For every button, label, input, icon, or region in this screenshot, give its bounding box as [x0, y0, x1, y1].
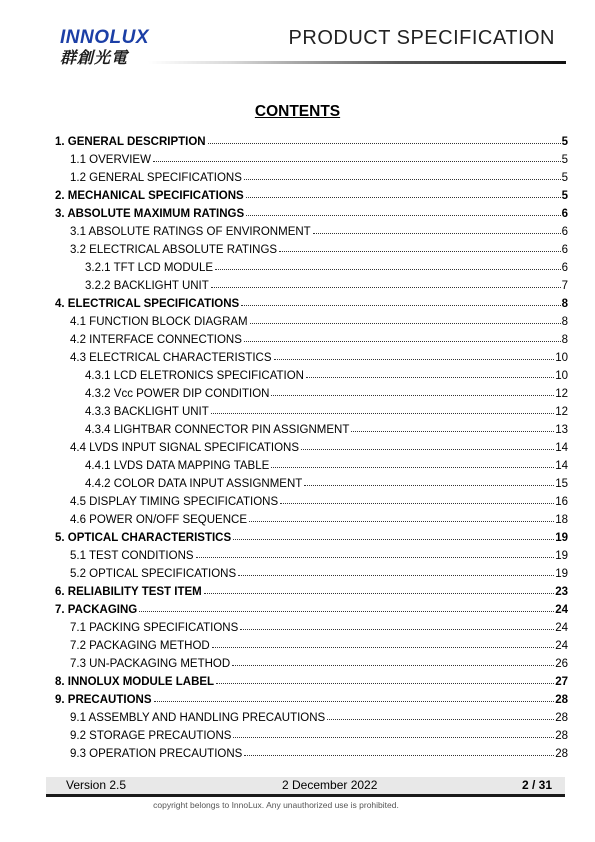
toc-entry-label: 6. RELIABILITY TEST ITEM [55, 586, 202, 598]
toc-entry-page: 24 [555, 604, 568, 616]
toc-leader-dots [212, 647, 554, 648]
toc-entry-page: 8 [561, 334, 568, 346]
toc-entry-page: 13 [555, 424, 568, 436]
toc-entry-label: 4.3.2 Vcc POWER DIP CONDITION [85, 388, 270, 400]
toc-entry-page: 27 [555, 676, 568, 688]
toc-entry-label: 3.2 ELECTRICAL ABSOLUTE RATINGS [70, 244, 278, 256]
toc-entry[interactable] [55, 472, 568, 490]
toc-entry[interactable] [55, 598, 568, 616]
toc-leader-dots [250, 323, 561, 324]
toc-entry[interactable] [55, 382, 568, 400]
toc-leader-dots [211, 287, 561, 288]
logo-english: INNOLUX [60, 27, 149, 48]
toc-entry-page: 19 [555, 532, 568, 544]
toc-leader-dots [196, 557, 555, 558]
toc-entry-label: 2. MECHANICAL SPECIFICATIONS [55, 190, 244, 202]
toc-leader-dots [241, 305, 560, 306]
toc-entry-label: 4.3 ELECTRICAL CHARACTERISTICS [70, 352, 272, 364]
toc-leader-dots [313, 233, 561, 234]
toc-entry[interactable] [55, 238, 568, 256]
toc-leader-dots [304, 485, 554, 486]
toc-leader-dots [306, 377, 554, 378]
toc-entry-page: 12 [555, 388, 568, 400]
toc-entry[interactable] [55, 580, 568, 598]
toc-leader-dots [301, 449, 554, 450]
toc-entry[interactable] [55, 184, 568, 202]
toc-entry[interactable] [55, 490, 568, 508]
toc-entry-page: 6 [561, 262, 568, 274]
toc-entry-page: 26 [555, 658, 568, 670]
toc-entry[interactable] [55, 634, 568, 652]
toc-entry-label: 5. OPTICAL CHARACTERISTICS [55, 532, 232, 544]
toc-entry-label: 3.1 ABSOLUTE RATINGS OF ENVIRONMENT [70, 226, 311, 238]
toc-entry-label: 8. INNOLUX MODULE LABEL [55, 676, 215, 688]
toc-entry[interactable] [55, 742, 568, 760]
toc-entry-label: 4.4 LVDS INPUT SIGNAL SPECIFICATIONS [70, 442, 299, 454]
toc-entry-page: 10 [555, 352, 568, 364]
toc-entry-page: 18 [555, 514, 568, 526]
toc-entry-label: 1. GENERAL DESCRIPTION [55, 136, 206, 148]
toc-entry-label: 5.2 OPTICAL SPECIFICATIONS [70, 568, 237, 580]
toc-entry[interactable] [55, 220, 568, 238]
toc-entry[interactable] [55, 544, 568, 562]
toc-leader-dots [244, 341, 561, 342]
copyright-notice: copyright belongs to InnoLux. Any unauthorized use is prohibited. [153, 800, 399, 810]
toc-entry[interactable] [55, 724, 568, 742]
toc-leader-dots [244, 179, 561, 180]
toc-entry[interactable] [55, 508, 568, 526]
toc-entry-page: 24 [555, 622, 568, 634]
footer-page-number: 2 / 31 [521, 778, 552, 792]
toc-entry-page: 24 [555, 640, 568, 652]
toc-entry-page: 5 [561, 172, 568, 184]
toc-leader-dots [351, 431, 554, 432]
toc-entry-page: 14 [555, 442, 568, 454]
toc-entry-page: 5 [561, 136, 568, 148]
toc-entry-label: 4.3.4 LIGHTBAR CONNECTOR PIN ASSIGNMENT [85, 424, 350, 436]
toc-leader-dots [280, 503, 554, 504]
innolux-logo [60, 28, 160, 76]
toc-entry-page: 8 [561, 298, 568, 310]
toc-entry[interactable] [55, 706, 568, 724]
toc-leader-dots [238, 575, 554, 576]
toc-entry[interactable] [55, 562, 568, 580]
toc-entry[interactable] [55, 292, 568, 310]
toc-entry[interactable] [55, 400, 568, 418]
toc-entry-label: 5.1 TEST CONDITIONS [70, 550, 194, 562]
toc-entry-label: 4.6 POWER ON/OFF SEQUENCE [70, 514, 247, 526]
toc-entry[interactable] [55, 688, 568, 706]
toc-leader-dots [208, 143, 561, 144]
toc-entry[interactable] [55, 310, 568, 328]
toc-leader-dots [154, 701, 555, 702]
toc-entry-page: 6 [561, 226, 568, 238]
toc-entry[interactable] [55, 418, 568, 436]
toc-entry-label: 7. PACKAGING [55, 604, 138, 616]
toc-entry[interactable] [55, 202, 568, 220]
toc-entry-page: 7 [561, 280, 568, 292]
logo-chinese: 群創光電 [60, 48, 129, 67]
toc-entry[interactable] [55, 274, 568, 292]
toc-entry-page: 28 [555, 730, 568, 742]
toc-entry-page: 19 [555, 550, 568, 562]
toc-entry-page: 19 [555, 568, 568, 580]
toc-entry-page: 8 [561, 316, 568, 328]
toc-leader-dots [249, 521, 554, 522]
toc-leader-dots [274, 359, 555, 360]
toc-entry-label: 1.2 GENERAL SPECIFICATIONS [70, 172, 242, 184]
toc-entry-label: 4.3.1 LCD ELETRONICS SPECIFICATION [85, 370, 304, 382]
toc-entry[interactable] [55, 670, 568, 688]
toc-entry-page: 12 [555, 406, 568, 418]
toc-entry-page: 23 [555, 586, 568, 598]
toc-leader-dots [211, 413, 554, 414]
toc-entry-label: 4.3.3 BACKLIGHT UNIT [85, 406, 209, 418]
toc-leader-dots [216, 683, 554, 684]
toc-entry-label: 9. PRECAUTIONS [55, 694, 152, 706]
page-header-title: PRODUCT SPECIFICATION [288, 27, 555, 49]
toc-entry-label: 4.4.1 LVDS DATA MAPPING TABLE [85, 460, 270, 472]
toc-leader-dots [233, 539, 554, 540]
toc-entry[interactable] [55, 616, 568, 634]
toc-entry-label: 3.2.1 TFT LCD MODULE [85, 262, 214, 274]
toc-entry[interactable] [55, 364, 568, 382]
toc-entry-page: 28 [555, 748, 568, 760]
toc-leader-dots [232, 665, 554, 666]
toc-entry-label: 7.3 UN-PACKAGING METHOD [70, 658, 231, 670]
toc-entry-label: 9.2 STORAGE PRECAUTIONS [70, 730, 232, 742]
toc-entry-label: 3. ABSOLUTE MAXIMUM RATINGS [55, 208, 245, 220]
toc-entry-page: 15 [555, 478, 568, 490]
toc-entry[interactable] [55, 130, 568, 148]
toc-leader-dots [271, 467, 554, 468]
toc-entry-page: 28 [555, 694, 568, 706]
toc-entry[interactable] [55, 148, 568, 166]
toc-leader-dots [246, 215, 560, 216]
toc-entry-label: 7.2 PACKAGING METHOD [70, 640, 210, 652]
toc-entry-page: 6 [561, 208, 568, 220]
toc-leader-dots [271, 395, 554, 396]
toc-entry[interactable] [55, 166, 568, 184]
footer-divider [46, 794, 565, 797]
toc-leader-dots [215, 269, 561, 270]
toc-entry[interactable] [55, 346, 568, 364]
toc-entry-label: 3.2.2 BACKLIGHT UNIT [85, 280, 209, 292]
toc-entry-label: 4.2 INTERFACE CONNECTIONS [70, 334, 242, 346]
toc-leader-dots [153, 161, 561, 162]
table-of-contents [55, 130, 568, 760]
toc-entry[interactable] [55, 526, 568, 544]
toc-entry-page: 5 [561, 190, 568, 202]
toc-entry-page: 6 [561, 244, 568, 256]
header-divider [148, 61, 566, 64]
footer-date: 2 December 2022 [282, 778, 378, 792]
toc-entry-label: 9.1 ASSEMBLY AND HANDLING PRECAUTIONS [70, 712, 326, 724]
toc-entry-page: 5 [561, 154, 568, 166]
toc-entry-page: 16 [555, 496, 568, 508]
toc-entry-label: 4. ELECTRICAL SPECIFICATIONS [55, 298, 240, 310]
toc-entry[interactable] [55, 328, 568, 346]
toc-entry-label: 4.1 FUNCTION BLOCK DIAGRAM [70, 316, 248, 328]
toc-leader-dots [139, 611, 554, 612]
toc-leader-dots [233, 737, 554, 738]
toc-leader-dots [327, 719, 554, 720]
toc-entry-page: 28 [555, 712, 568, 724]
toc-entry-label: 4.4.2 COLOR DATA INPUT ASSIGNMENT [85, 478, 303, 490]
toc-entry[interactable] [55, 436, 568, 454]
toc-entry[interactable] [55, 652, 568, 670]
contents-heading: CONTENTS [254, 103, 341, 120]
toc-entry-page: 14 [555, 460, 568, 472]
toc-entry-label: 1.1 OVERVIEW [70, 154, 151, 166]
toc-leader-dots [246, 197, 561, 198]
toc-leader-dots [279, 251, 561, 252]
toc-entry[interactable] [55, 256, 568, 274]
toc-entry-label: 9.3 OPERATION PRECAUTIONS [70, 748, 243, 760]
toc-entry-page: 10 [555, 370, 568, 382]
toc-leader-dots [204, 593, 554, 594]
toc-entry-label: 7.1 PACKING SPECIFICATIONS [70, 622, 239, 634]
toc-leader-dots [244, 755, 554, 756]
toc-entry[interactable] [55, 454, 568, 472]
footer-version: Version 2.5 [66, 778, 127, 792]
toc-entry-label: 4.5 DISPLAY TIMING SPECIFICATIONS [70, 496, 279, 508]
toc-leader-dots [240, 629, 554, 630]
